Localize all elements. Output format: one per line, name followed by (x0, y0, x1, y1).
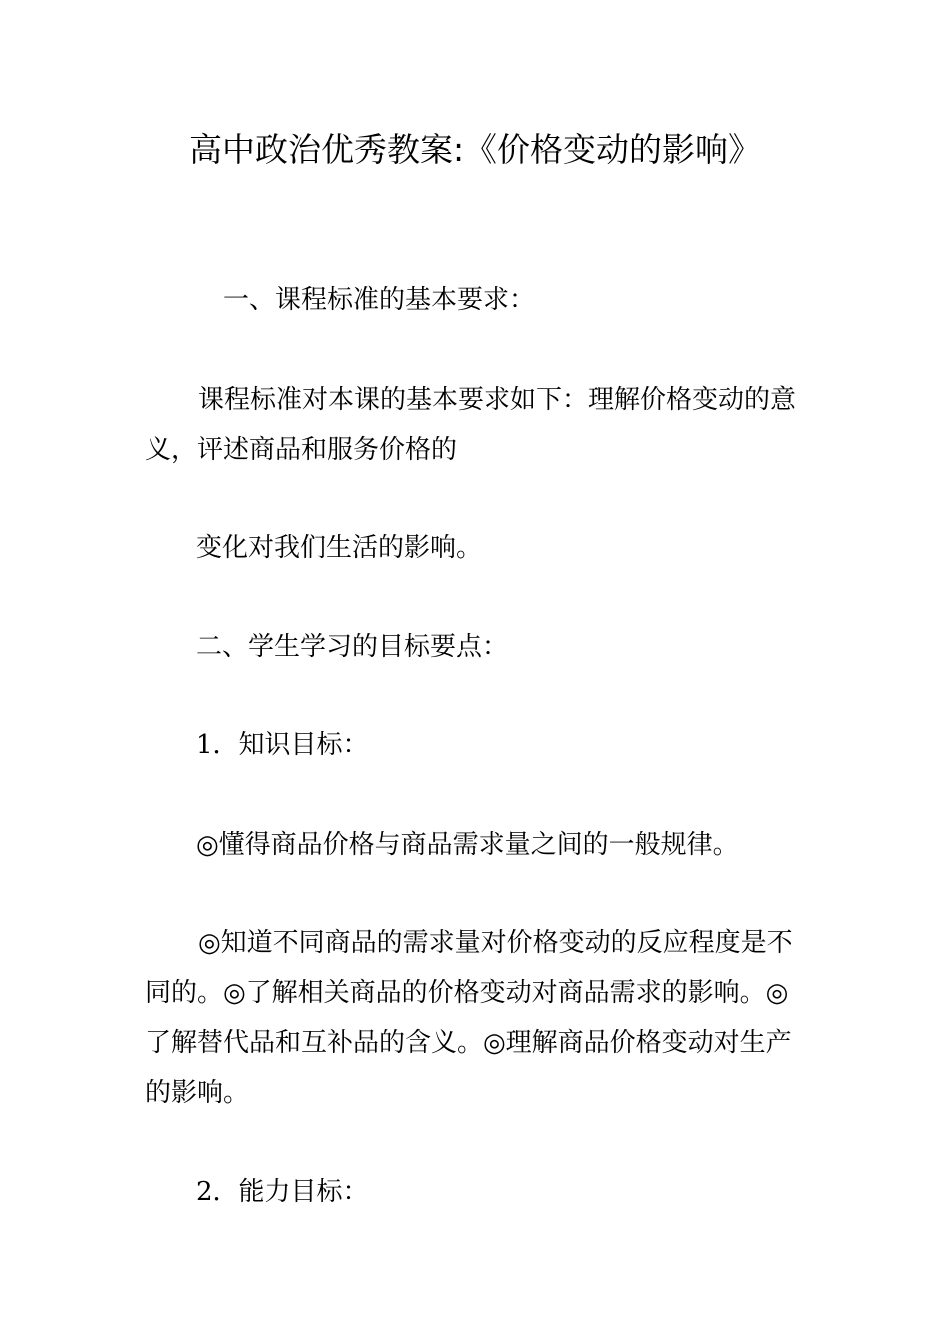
paragraph-line: 的影响。 (145, 1078, 250, 1108)
paragraph-knowledge-point-1 (145, 820, 810, 870)
paragraph-line: 同的。◎了解相关商品的价格变动对商品需求的影响。◎ (145, 978, 789, 1008)
paragraph-line: 义，评述商品和服务价格的 (145, 435, 458, 465)
paragraph-life-impact (145, 523, 810, 573)
section-heading-2 (145, 622, 810, 672)
paragraph-line: 变化对我们生活的影响。 (196, 533, 483, 563)
subheading-text: 2．能力目标： (196, 1177, 369, 1207)
section-heading-1 (145, 275, 810, 325)
paragraph-line: 课程标准对本课的基本要求如下：理解价格变动的意 (198, 385, 797, 415)
subheading-knowledge-goals (145, 720, 810, 770)
section-heading-text: 一、课程标准的基本要求： (223, 285, 536, 315)
paragraph-course-standard (145, 375, 810, 475)
paragraph-line: 了解替代品和互补品的含义。◎理解商品价格变动对生产 (145, 1028, 792, 1058)
paragraph-knowledge-points (145, 918, 810, 1118)
page-title: 高中政治优秀教案:《价格变动的影响》 (188, 130, 762, 169)
paragraph-line: ◎知道不同商品的需求量对价格变动的反应程度是不 (198, 928, 793, 958)
subheading-ability-goals (145, 1167, 810, 1217)
section-heading-text: 二、学生学习的目标要点： (196, 632, 509, 662)
paragraph-line: ◎懂得商品价格与商品需求量之间的一般规律。 (196, 830, 739, 860)
subheading-text: 1．知识目标： (196, 730, 369, 760)
